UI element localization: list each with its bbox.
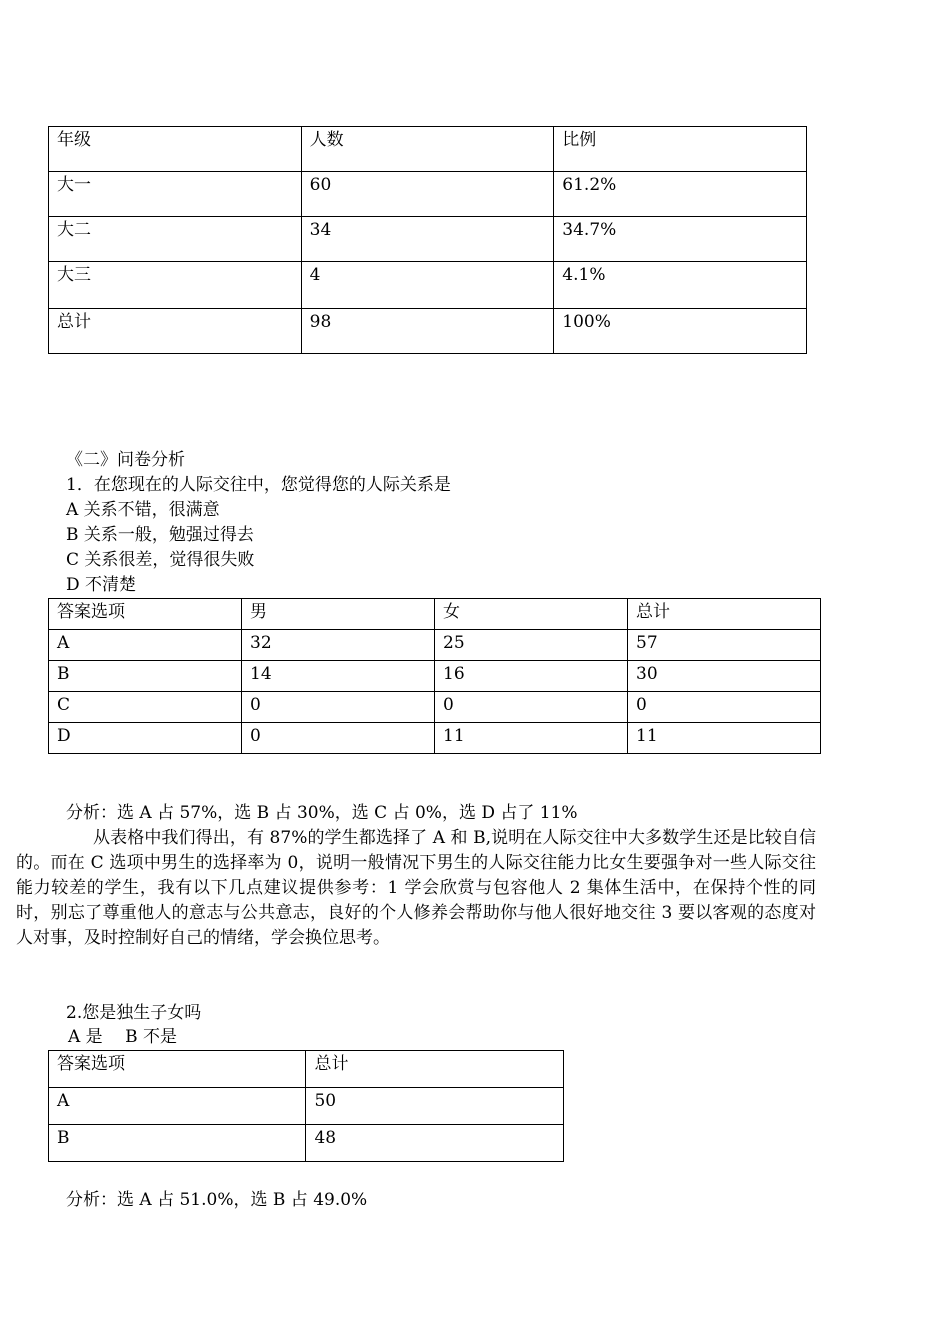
table-cell: 57 xyxy=(628,630,821,661)
table-header-row xyxy=(49,1051,564,1088)
table-row xyxy=(49,1125,564,1162)
table-cell: 大一 xyxy=(49,172,302,217)
table-cell: 34.7% xyxy=(554,217,807,262)
header-cell: 男 xyxy=(242,599,435,630)
q1-option-b: B 关系一般，勉强过得去 xyxy=(66,525,254,545)
header-cell: 比例 xyxy=(554,127,807,172)
header-cell: 人数 xyxy=(301,127,554,172)
q2-options: A 是 B 不是 xyxy=(68,1027,177,1047)
table-cell: A xyxy=(49,630,242,661)
q1-analysis: 分析：选 A 占 57%，选 B 占 30%，选 C 占 0%，选 D 占了 11% xyxy=(66,803,578,823)
header-cell: 年级 xyxy=(49,127,302,172)
table-cell: 4 xyxy=(301,262,554,309)
table-row xyxy=(49,309,807,354)
table-cell: 60 xyxy=(301,172,554,217)
table-cell: A xyxy=(49,1088,306,1125)
q1-answer-table xyxy=(48,598,821,754)
table-cell: 50 xyxy=(306,1088,564,1125)
header-cell: 女 xyxy=(435,599,628,630)
table-row xyxy=(49,1088,564,1125)
table-cell: 32 xyxy=(242,630,435,661)
q2-analysis: 分析：选 A 占 51.0%，选 B 占 49.0% xyxy=(66,1190,368,1210)
section-title: 《二》问卷分析 xyxy=(66,450,185,470)
table-cell: 11 xyxy=(628,723,821,754)
table-cell: 34 xyxy=(301,217,554,262)
table-cell: B xyxy=(49,661,242,692)
table-row xyxy=(49,172,807,217)
table-cell: 0 xyxy=(242,692,435,723)
header-cell: 答案选项 xyxy=(49,1051,306,1088)
table-header-row xyxy=(49,127,807,172)
table-cell: 16 xyxy=(435,661,628,692)
table-cell: 14 xyxy=(242,661,435,692)
table-cell: 4.1% xyxy=(554,262,807,309)
q1-paragraph: 从表格中我们得出，有 87%的学生都选择了 A 和 B,说明在人际交往中大多数学生还是比较自信的。而在 C 选项中男生的选择率为 0，说明一般情况下男生的人际交往能力比女生要强争对一些人际交往能力较差的学生，我有以下几点建议提供参考：1 学会欣赏与包容他人 2 集体生活中，在保持个性的同时，别忘了尊重他人的意志与公共意志，良好的个人修养会帮助你与他人很好地交往 3 要以客观的态度对人对事，及时控制好自己的情绪，学会换位思考。 xyxy=(16,828,816,948)
table-cell: 0 xyxy=(242,723,435,754)
header-cell: 总计 xyxy=(306,1051,564,1088)
table-cell: D xyxy=(49,723,242,754)
q1-option-a: A 关系不错，很满意 xyxy=(66,500,220,520)
q1-option-c: C 关系很差，觉得很失败 xyxy=(66,550,255,570)
header-cell: 答案选项 xyxy=(49,599,242,630)
table-cell: B xyxy=(49,1125,306,1162)
table-cell: 0 xyxy=(628,692,821,723)
q2-answer-table xyxy=(48,1050,564,1162)
table-cell: 30 xyxy=(628,661,821,692)
table-row xyxy=(49,217,807,262)
header-cell: 总计 xyxy=(628,599,821,630)
table-cell: 11 xyxy=(435,723,628,754)
table-cell: 大三 xyxy=(49,262,302,309)
table-cell: 100% xyxy=(554,309,807,354)
table-cell: 25 xyxy=(435,630,628,661)
q1-question: 1．在您现在的人际交往中，您觉得您的人际关系是 xyxy=(66,475,451,495)
table-header-row xyxy=(49,599,821,630)
table-row xyxy=(49,262,807,309)
grade-table xyxy=(48,126,807,354)
table-row xyxy=(49,630,821,661)
table-cell: 98 xyxy=(301,309,554,354)
table-cell: 0 xyxy=(435,692,628,723)
table-row xyxy=(49,692,821,723)
q2-question: 2.您是独生子女吗 xyxy=(66,1003,202,1023)
table-row xyxy=(49,661,821,692)
table-cell: 48 xyxy=(306,1125,564,1162)
table-cell: 61.2% xyxy=(554,172,807,217)
table-cell: 总计 xyxy=(49,309,302,354)
table-cell: 大二 xyxy=(49,217,302,262)
q1-option-d: D 不清楚 xyxy=(66,575,137,595)
table-cell: C xyxy=(49,692,242,723)
table-row xyxy=(49,723,821,754)
